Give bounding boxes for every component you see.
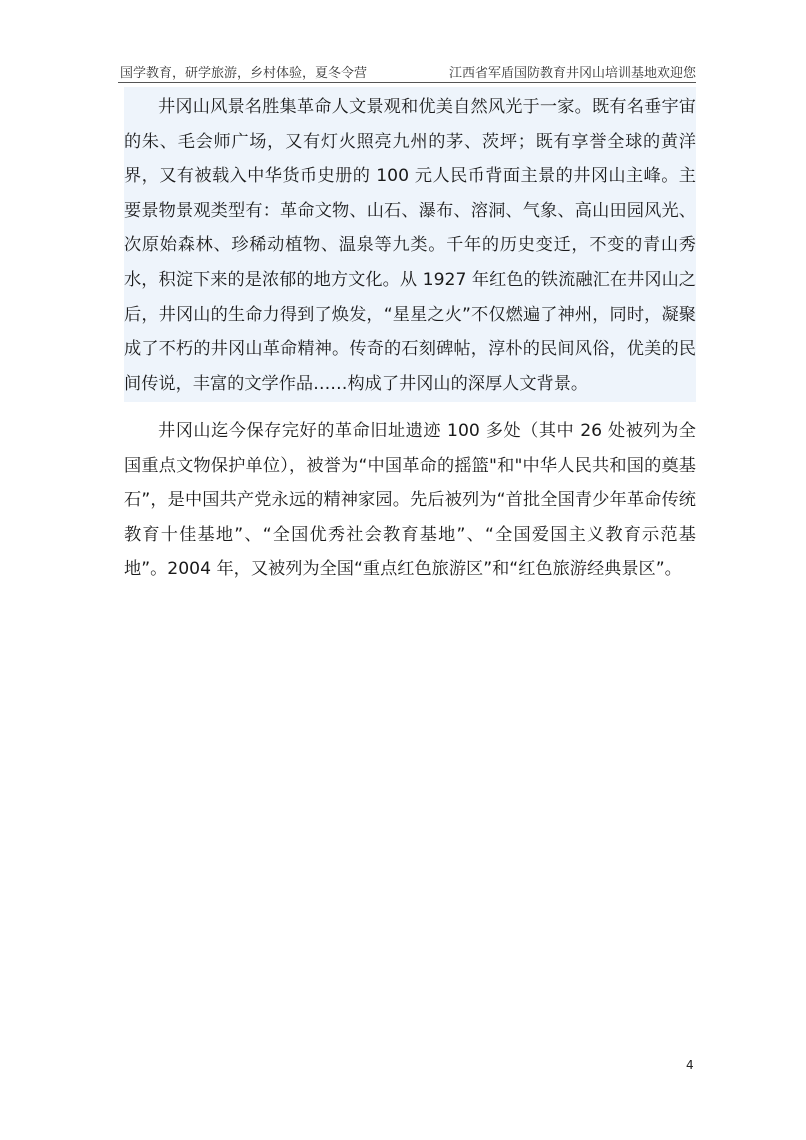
page-number: 4 bbox=[686, 1058, 694, 1072]
paragraph-revolutionary-sites: 井冈山迄今保存完好的革命旧址遗迹 100 多处（其中 26 处被列为全国重点文物保护单位），被誉为“中国革命的摇篮"和"中华人民共和国的奠基石”，是中国共产党永远的精神家园。先后被列为“首批全国青少年革命传统教育十佳基地”、“全国优秀社会教育基地”、“全国爱国主义教育示范基地”。2004 年，又被列为全国“重点红色旅游区”和“红色旅游经典景区”。 bbox=[124, 421, 696, 580]
paragraph-scenery: 井冈山风景名胜集革命人文景观和优美自然风光于一家。既有名垂宇宙的朱、毛会师广场，又有灯火照亮九州的茅、茨坪；既有享誉全球的黄洋界，又有被载入中华货币史册的 100 元人民币背面主景的井冈山主峰。主要景物景观类型有：革命文物、山石、瀑布、溶洞、气象、高山田园风光、次原始森林、珍稀动植物、温泉等九类。千年的历史变迁，不变的青山秀水，积淀下来的是浓郁的地方文化。从 1927 年红色的铁流融汇在井冈山之后，井冈山的生命力得到了焕发，“星星之火”不仅燃遍了神州，同时，凝聚成了不朽的井冈山革命精神。传奇的石刻碑帖，淳朴的民间风俗，优美的民间传说，丰富的文学作品……构成了井冈山的深厚人文背景。 bbox=[124, 87, 696, 402]
header-left-text: 国学教育，研学旅游，乡村体验，夏冬令营 bbox=[120, 66, 368, 81]
page-header bbox=[118, 60, 696, 83]
header-right-text: 江西省军盾国防教育井冈山培训基地欢迎您 bbox=[448, 66, 696, 81]
